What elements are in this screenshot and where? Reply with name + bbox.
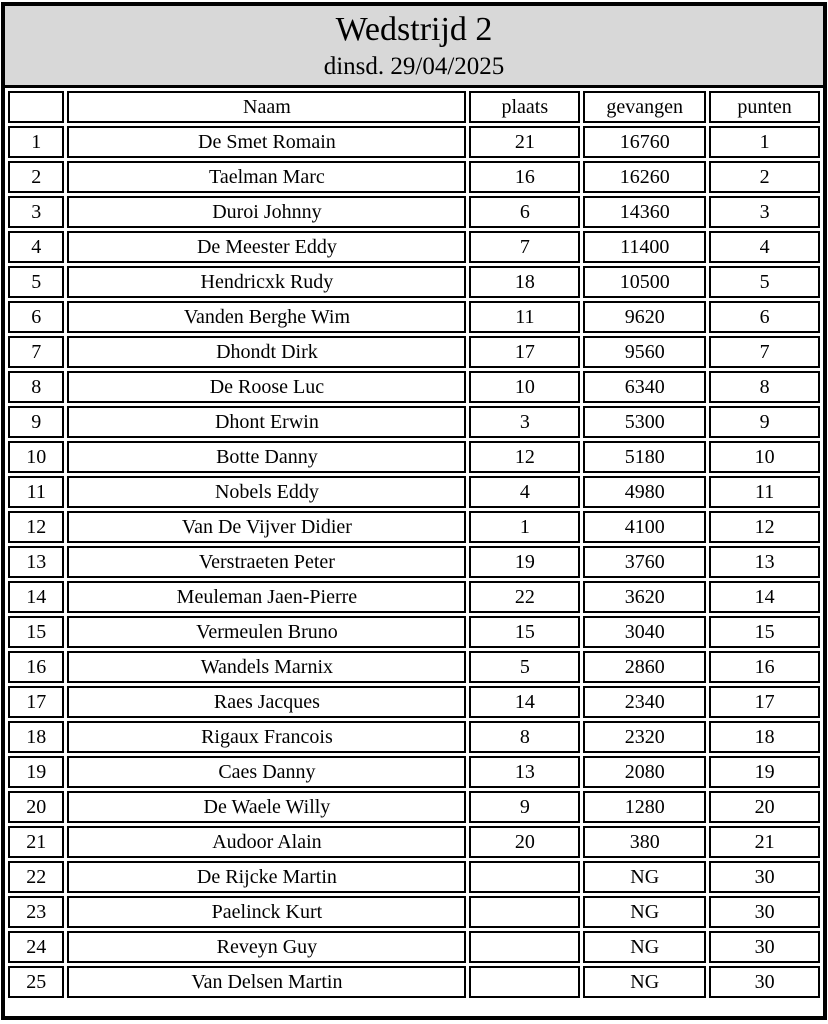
cell-caught: 4100 — [583, 511, 706, 543]
cell-place: 13 — [469, 756, 580, 788]
cell-caught: 11400 — [583, 231, 706, 263]
cell-name: Hendricxk Rudy — [67, 266, 466, 298]
cell-name: Taelman Marc — [67, 161, 466, 193]
cell-place: 14 — [469, 686, 580, 718]
cell-points: 30 — [709, 966, 820, 998]
cell-rank: 4 — [8, 231, 64, 263]
cell-caught: 16260 — [583, 161, 706, 193]
cell-name: De Waele Willy — [67, 791, 466, 823]
cell-place: 9 — [469, 791, 580, 823]
table-row — [8, 126, 820, 158]
cell-points: 2 — [709, 161, 820, 193]
cell-name: Wandels Marnix — [67, 651, 466, 683]
table-row — [8, 931, 820, 963]
cell-points: 30 — [709, 896, 820, 928]
cell-name: Dhont Erwin — [67, 406, 466, 438]
cell-points: 13 — [709, 546, 820, 578]
cell-rank: 18 — [8, 721, 64, 753]
cell-rank: 2 — [8, 161, 64, 193]
cell-rank: 5 — [8, 266, 64, 298]
results-sheet — [1, 2, 827, 1020]
header-rank — [8, 91, 64, 123]
cell-name: De Meester Eddy — [67, 231, 466, 263]
cell-points: 4 — [709, 231, 820, 263]
cell-place: 7 — [469, 231, 580, 263]
cell-place: 4 — [469, 476, 580, 508]
table-row — [8, 161, 820, 193]
cell-caught: 380 — [583, 826, 706, 858]
cell-name: Rigaux Francois — [67, 721, 466, 753]
cell-caught: NG — [583, 896, 706, 928]
cell-place: 1 — [469, 511, 580, 543]
cell-points: 19 — [709, 756, 820, 788]
cell-points: 15 — [709, 616, 820, 648]
cell-name: De Smet Romain — [67, 126, 466, 158]
header-caught: gevangen — [583, 91, 706, 123]
cell-place: 20 — [469, 826, 580, 858]
cell-place — [469, 861, 580, 893]
cell-place: 8 — [469, 721, 580, 753]
cell-place: 5 — [469, 651, 580, 683]
cell-rank: 24 — [8, 931, 64, 963]
cell-name: Van De Vijver Didier — [67, 511, 466, 543]
table-row — [8, 861, 820, 893]
table-row — [8, 546, 820, 578]
cell-rank: 21 — [8, 826, 64, 858]
cell-rank: 12 — [8, 511, 64, 543]
cell-points: 8 — [709, 371, 820, 403]
cell-name: Vanden Berghe Wim — [67, 301, 466, 333]
cell-rank: 17 — [8, 686, 64, 718]
header-name: Naam — [67, 91, 466, 123]
cell-caught: 9560 — [583, 336, 706, 368]
cell-caught: 2080 — [583, 756, 706, 788]
cell-points: 16 — [709, 651, 820, 683]
table-row — [8, 511, 820, 543]
cell-rank: 14 — [8, 581, 64, 613]
cell-points: 12 — [709, 511, 820, 543]
cell-place: 19 — [469, 546, 580, 578]
cell-caught: 2340 — [583, 686, 706, 718]
cell-points: 9 — [709, 406, 820, 438]
cell-rank: 7 — [8, 336, 64, 368]
cell-name: Botte Danny — [67, 441, 466, 473]
cell-rank: 10 — [8, 441, 64, 473]
cell-place: 22 — [469, 581, 580, 613]
cell-rank: 1 — [8, 126, 64, 158]
table-row — [8, 826, 820, 858]
cell-name: Raes Jacques — [67, 686, 466, 718]
cell-place: 17 — [469, 336, 580, 368]
cell-points: 5 — [709, 266, 820, 298]
results-table — [5, 88, 823, 1001]
cell-rank: 25 — [8, 966, 64, 998]
cell-caught: 9620 — [583, 301, 706, 333]
page-title: Wedstrijd 2 — [335, 11, 493, 48]
table-row — [8, 721, 820, 753]
table-row — [8, 651, 820, 683]
cell-place: 15 — [469, 616, 580, 648]
cell-name: Audoor Alain — [67, 826, 466, 858]
cell-rank: 15 — [8, 616, 64, 648]
table-row — [8, 756, 820, 788]
cell-caught: 16760 — [583, 126, 706, 158]
table-row — [8, 476, 820, 508]
cell-rank: 22 — [8, 861, 64, 893]
cell-place: 16 — [469, 161, 580, 193]
cell-rank: 6 — [8, 301, 64, 333]
cell-points: 1 — [709, 126, 820, 158]
cell-caught: 5180 — [583, 441, 706, 473]
cell-caught: 3040 — [583, 616, 706, 648]
cell-rank: 13 — [8, 546, 64, 578]
table-row — [8, 616, 820, 648]
cell-points: 18 — [709, 721, 820, 753]
table-row — [8, 581, 820, 613]
table-row — [8, 896, 820, 928]
table-row — [8, 791, 820, 823]
table-row — [8, 441, 820, 473]
cell-name: Paelinck Kurt — [67, 896, 466, 928]
cell-name: Nobels Eddy — [67, 476, 466, 508]
cell-name: Meuleman Jaen-Pierre — [67, 581, 466, 613]
table-row — [8, 406, 820, 438]
table-row — [8, 266, 820, 298]
table-header-row — [8, 91, 820, 123]
table-row — [8, 231, 820, 263]
cell-rank: 9 — [8, 406, 64, 438]
header-points: punten — [709, 91, 820, 123]
cell-caught: 2320 — [583, 721, 706, 753]
cell-points: 6 — [709, 301, 820, 333]
cell-points: 3 — [709, 196, 820, 228]
cell-caught: 10500 — [583, 266, 706, 298]
cell-caught: NG — [583, 861, 706, 893]
cell-name: Van Delsen Martin — [67, 966, 466, 998]
cell-points: 21 — [709, 826, 820, 858]
cell-place — [469, 896, 580, 928]
table-row — [8, 196, 820, 228]
header-place: plaats — [469, 91, 580, 123]
cell-caught: NG — [583, 966, 706, 998]
cell-name: Verstraeten Peter — [67, 546, 466, 578]
cell-place — [469, 966, 580, 998]
cell-place: 11 — [469, 301, 580, 333]
cell-name: Dhondt Dirk — [67, 336, 466, 368]
table-row — [8, 686, 820, 718]
cell-rank: 20 — [8, 791, 64, 823]
cell-points: 30 — [709, 861, 820, 893]
cell-place: 12 — [469, 441, 580, 473]
cell-name: De Rijcke Martin — [67, 861, 466, 893]
cell-caught: NG — [583, 931, 706, 963]
cell-points: 10 — [709, 441, 820, 473]
cell-place: 10 — [469, 371, 580, 403]
cell-place: 6 — [469, 196, 580, 228]
table-row — [8, 371, 820, 403]
cell-caught: 5300 — [583, 406, 706, 438]
cell-rank: 23 — [8, 896, 64, 928]
cell-points: 11 — [709, 476, 820, 508]
cell-rank: 3 — [8, 196, 64, 228]
cell-rank: 16 — [8, 651, 64, 683]
cell-place: 21 — [469, 126, 580, 158]
cell-points: 20 — [709, 791, 820, 823]
table-row — [8, 336, 820, 368]
cell-caught: 4980 — [583, 476, 706, 508]
cell-name: Reveyn Guy — [67, 931, 466, 963]
cell-points: 30 — [709, 931, 820, 963]
table-row — [8, 966, 820, 998]
cell-place — [469, 931, 580, 963]
cell-name: Caes Danny — [67, 756, 466, 788]
cell-name: Vermeulen Bruno — [67, 616, 466, 648]
cell-place: 18 — [469, 266, 580, 298]
cell-name: Duroi Johnny — [67, 196, 466, 228]
cell-caught: 14360 — [583, 196, 706, 228]
cell-caught: 1280 — [583, 791, 706, 823]
cell-caught: 3760 — [583, 546, 706, 578]
cell-caught: 6340 — [583, 371, 706, 403]
cell-caught: 2860 — [583, 651, 706, 683]
page-date: dinsd. 29/04/2025 — [323, 53, 505, 80]
title-box — [5, 6, 823, 88]
cell-points: 7 — [709, 336, 820, 368]
cell-points: 14 — [709, 581, 820, 613]
cell-rank: 11 — [8, 476, 64, 508]
cell-name: De Roose Luc — [67, 371, 466, 403]
table-row — [8, 301, 820, 333]
cell-points: 17 — [709, 686, 820, 718]
cell-rank: 8 — [8, 371, 64, 403]
cell-caught: 3620 — [583, 581, 706, 613]
cell-place: 3 — [469, 406, 580, 438]
cell-rank: 19 — [8, 756, 64, 788]
